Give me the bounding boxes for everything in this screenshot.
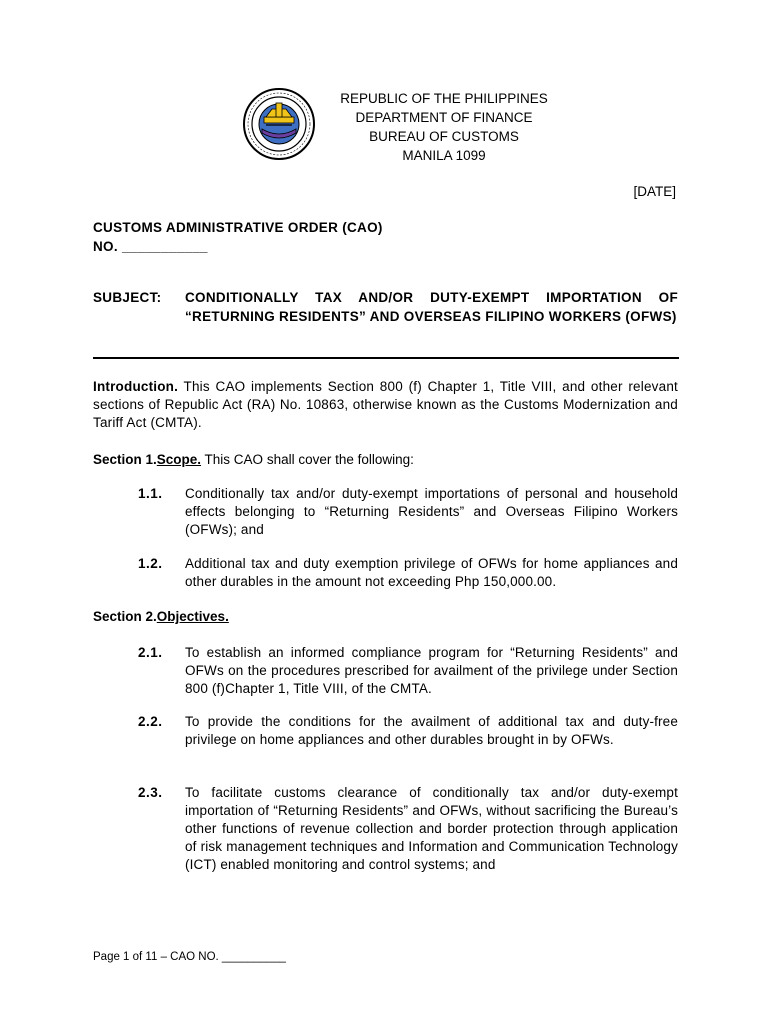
list-item [138,644,678,698]
item-text: To establish an informed compliance program for “Returning Residents” and OFWs on the procedures prescribed for availment of the privilege under Section 800 (f)Chapter 1, Title VIII, of the CMTA. [185,645,678,696]
divider-rule [93,357,679,359]
list-item [138,713,678,749]
section-1-title: Scope. [156,452,202,467]
introduction-text: This CAO implements Section 800 (f) Chapter 1, Title VIII, and other relevant sections of Republic Act (RA) No. 10863, otherwise known as the Customs Modernization and Tariff Act (CMTA). [93,379,678,430]
subject-text: CONDITIONALLY TAX AND/OR DUTY-EXEMPT IMPORTATION OF “RETURNING RESIDENTS” AND OVERSEAS FILIPINO WORKERS (OFWS) [185,290,678,324]
introduction-paragraph [93,378,678,432]
section-2-title: Objectives. [156,609,229,624]
introduction-lead: Introduction. [93,379,179,394]
subject-label: SUBJECT: [93,290,162,305]
item-text: Additional tax and duty exemption privilege of OFWs for home appliances and other durables in the amount not exceeding Php 150,000.00. [185,556,678,589]
section-1-text: This CAO shall cover the following: [201,452,414,467]
section-2-heading [93,608,229,626]
item-number: 2.1. [138,645,163,660]
list-item [138,784,678,874]
item-number: 1.1. [138,486,163,501]
page-footer: Page 1 of 11 – CAO NO. __________ [93,951,286,963]
date-placeholder: [DATE] [633,184,676,199]
letterhead-bureau: BUREAU OF CUSTOMS [369,129,519,144]
letterhead [318,89,570,165]
letterhead-department: DEPARTMENT OF FINANCE [355,110,533,125]
item-number: 2.3. [138,785,163,800]
list-item [138,555,678,591]
section-2-number: Section 2. [93,609,157,624]
section-1-number: Section 1. [93,452,157,467]
item-text: Conditionally tax and/or duty-exempt importations of personal and household effects belonging to “Returning Residents” and Overseas Filipino Workers (OFWs); and [185,486,678,537]
subject-block [93,288,678,326]
cao-number-line: NO. ___________ [93,239,208,254]
cao-title-line: CUSTOMS ADMINISTRATIVE ORDER (CAO) [93,220,383,235]
item-number: 1.2. [138,556,163,571]
item-text: To provide the conditions for the availment of additional tax and duty-free privilege on home appliances and other durables brought in by OFWs. [185,714,678,747]
cao-title [93,218,383,256]
letterhead-city: MANILA 1099 [402,148,486,163]
letterhead-republic: REPUBLIC OF THE PHILIPPINES [340,91,548,106]
item-text: To facilitate customs clearance of conditionally tax and/or duty-exempt importation of “Returning Residents” and OFWs, without sacrificing the Bureau’s other functions of revenue collection and border protection through application of risk management techniques and Information and Communication Technology (ICT) enabled monitoring and control systems; and [185,785,678,872]
item-number: 2.2. [138,714,163,729]
list-item [138,485,678,539]
section-1-heading [93,451,414,469]
bureau-of-customs-seal-icon [242,87,316,161]
